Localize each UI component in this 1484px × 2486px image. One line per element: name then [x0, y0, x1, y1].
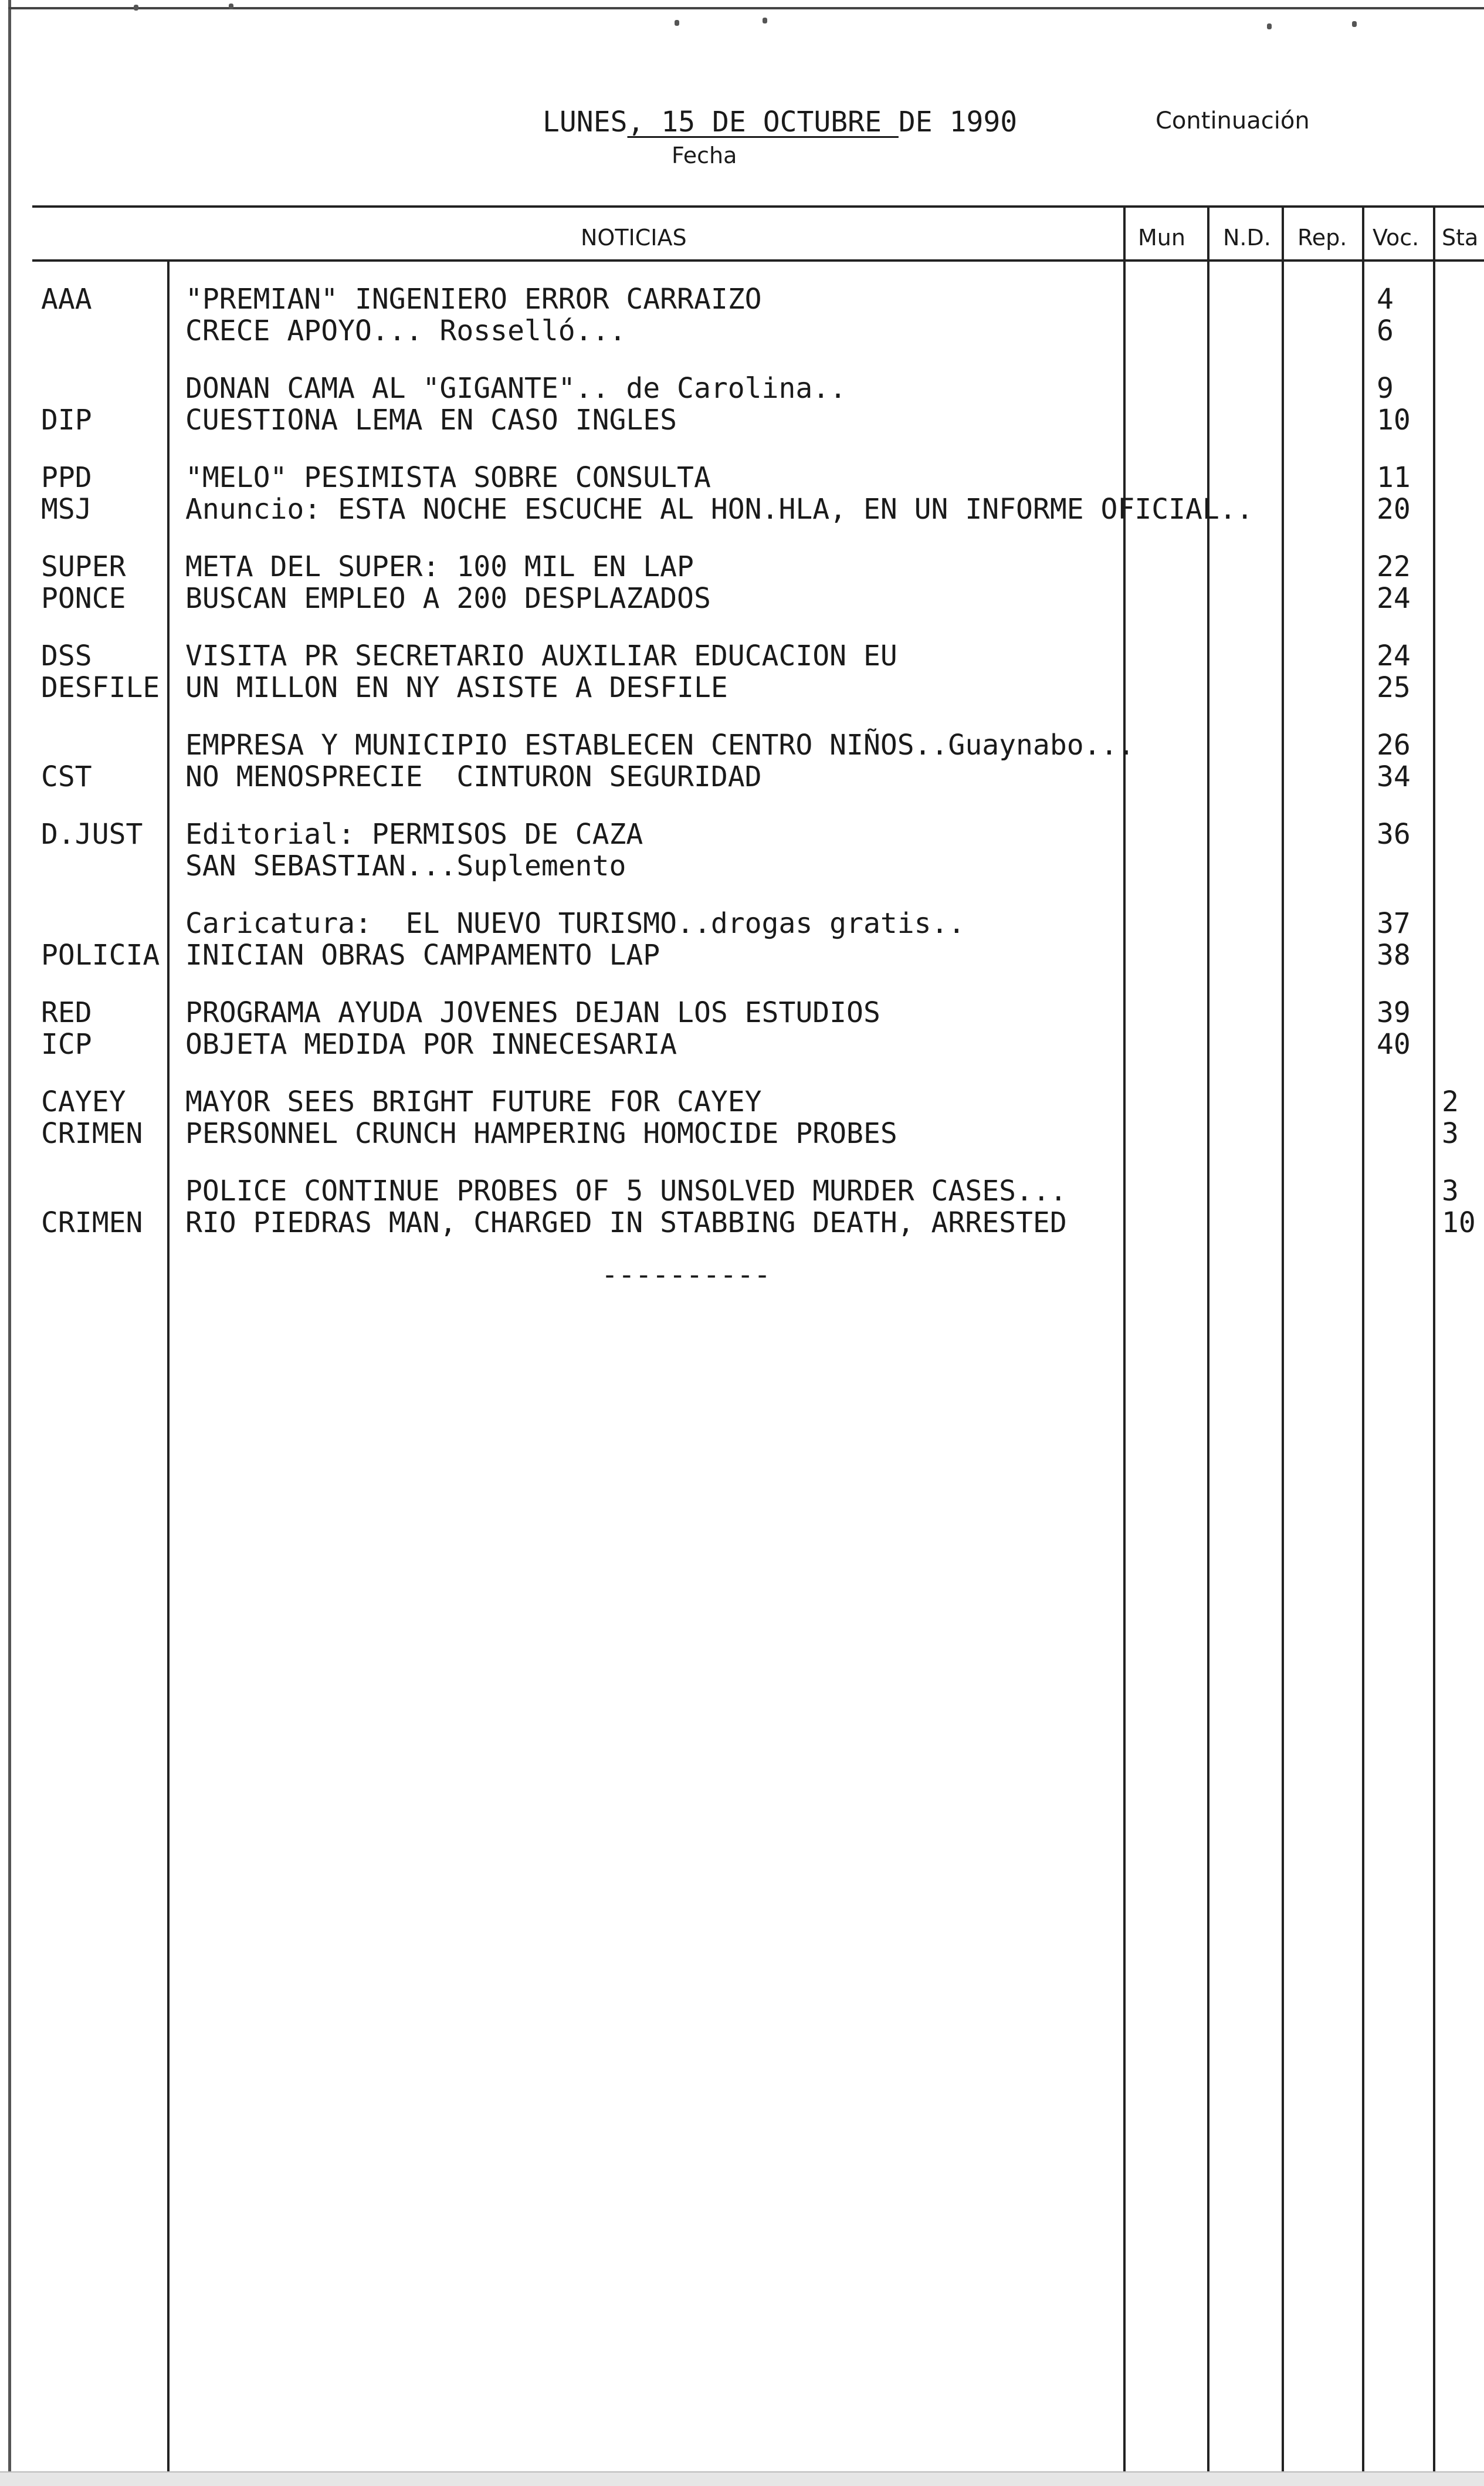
column-header-rep: Rep. — [1297, 225, 1347, 251]
code-column-divider — [167, 259, 170, 2471]
column-header-nd: N.D. — [1223, 225, 1271, 251]
row-code: SUPER — [41, 550, 126, 583]
row-code: POLICIA — [41, 939, 160, 972]
voc-page: 26 — [1377, 729, 1411, 762]
row-code: CST — [41, 760, 92, 793]
news-headline: NO MENOSPRECIE CINTURON SEGURIDAD — [185, 760, 762, 793]
news-headline: Caricatura: EL NUEVO TURISMO..drogas gratis.. — [185, 907, 965, 940]
row-code: DESFILE — [41, 671, 160, 704]
voc-page: 25 — [1377, 671, 1411, 704]
news-headline: INICIAN OBRAS CAMPAMENTO LAP — [185, 939, 660, 972]
noticias-column-divider — [1123, 205, 1126, 2471]
voc-page: 40 — [1377, 1028, 1411, 1061]
column-header-sta: Sta — [1442, 225, 1479, 251]
scan-speck — [229, 4, 233, 9]
news-headline: RIO PIEDRAS MAN, CHARGED IN STABBING DEATH, ARRESTED — [185, 1206, 1067, 1239]
voc-page: 10 — [1377, 404, 1411, 437]
news-headline: DONAN CAMA AL "GIGANTE".. de Carolina.. — [185, 372, 847, 405]
voc-page: 11 — [1377, 461, 1411, 494]
voc-page: 22 — [1377, 550, 1411, 583]
row-code: DIP — [41, 404, 92, 437]
sta-page: 10 — [1442, 1206, 1476, 1239]
date-year: DE 1990 — [898, 106, 1018, 138]
row-code: CRIMEN — [41, 1206, 143, 1239]
scan-speck — [1267, 23, 1272, 29]
date-heading — [543, 106, 1017, 138]
news-headline: UN MILLON EN NY ASISTE A DESFILE — [185, 671, 728, 704]
nd-column-divider — [1282, 205, 1284, 2471]
table-top-rule — [32, 205, 1484, 208]
news-headline: Anuncio: ESTA NOCHE ESCUCHE AL HON.HLA, EN UN INFORME OFICIAL.. — [185, 493, 1253, 526]
voc-page: 4 — [1377, 283, 1394, 316]
row-code: ICP — [41, 1028, 92, 1061]
row-code: DSS — [41, 640, 92, 672]
page-bottom-edge — [0, 2471, 1484, 2486]
page-left-edge — [8, 0, 11, 2485]
news-headline: BUSCAN EMPLEO A 200 DESPLAZADOS — [185, 582, 711, 615]
scan-speck — [1352, 21, 1357, 27]
news-headline: CRECE APOYO... Rosselló... — [185, 314, 626, 347]
table-header-rule — [32, 259, 1484, 262]
column-header-voc: Voc. — [1373, 225, 1419, 251]
voc-page: 24 — [1377, 640, 1411, 672]
row-code: AAA — [41, 283, 92, 316]
date-weekday: LUNES — [543, 106, 628, 138]
end-of-list-dashes: ---------- — [601, 1259, 771, 1291]
row-code: PONCE — [41, 582, 126, 615]
news-headline: MAYOR SEES BRIGHT FUTURE FOR CAYEY — [185, 1085, 762, 1118]
row-code: PPD — [41, 461, 92, 494]
row-code: D.JUST — [41, 818, 143, 851]
scan-speck — [763, 18, 767, 23]
voc-page: 36 — [1377, 818, 1411, 851]
news-headline: EMPRESA Y MUNICIPIO ESTABLECEN CENTRO NIÑOS..Guaynabo... — [185, 729, 1135, 762]
voc-page: 6 — [1377, 314, 1394, 347]
sta-page: 2 — [1442, 1085, 1459, 1118]
news-headline: META DEL SUPER: 100 MIL EN LAP — [185, 550, 694, 583]
row-code: CAYEY — [41, 1085, 126, 1118]
news-headline: Editorial: PERMISOS DE CAZA — [185, 818, 643, 851]
voc-page: 24 — [1377, 582, 1411, 615]
column-header-mun: Mun — [1138, 225, 1185, 251]
voc-page: 37 — [1377, 907, 1411, 940]
news-headline: POLICE CONTINUE PROBES OF 5 UNSOLVED MURDER CASES... — [185, 1175, 1067, 1208]
news-headline: VISITA PR SECRETARIO AUXILIAR EDUCACION EU — [185, 640, 897, 672]
voc-page: 38 — [1377, 939, 1411, 972]
voc-column-divider — [1433, 205, 1435, 2471]
row-code: MSJ — [41, 493, 92, 526]
sta-page: 3 — [1442, 1175, 1459, 1208]
date-day-month: , 15 DE OCTUBRE — [627, 106, 899, 138]
continuation-label: Continuación — [1156, 107, 1310, 134]
news-headline: PERSONNEL CRUNCH HAMPERING HOMOCIDE PROBES — [185, 1117, 897, 1150]
news-headline: CUESTIONA LEMA EN CASO INGLES — [185, 404, 677, 437]
news-headline: PROGRAMA AYUDA JOVENES DEJAN LOS ESTUDIOS — [185, 996, 880, 1029]
sta-page: 3 — [1442, 1117, 1459, 1150]
column-header-noticias: NOTICIAS — [581, 225, 687, 251]
rep-column-divider — [1362, 205, 1364, 2471]
mun-column-divider — [1207, 205, 1209, 2471]
fecha-label: Fecha — [672, 143, 737, 168]
voc-page: 20 — [1377, 493, 1411, 526]
news-headline: OBJETA MEDIDA POR INNECESARIA — [185, 1028, 677, 1061]
row-code: RED — [41, 996, 92, 1029]
news-headline: "PREMIAN" INGENIERO ERROR CARRAIZO — [185, 283, 762, 316]
row-code: CRIMEN — [41, 1117, 143, 1150]
voc-page: 34 — [1377, 760, 1411, 793]
scan-speck — [675, 20, 679, 26]
news-headline: SAN SEBASTIAN...Suplemento — [185, 850, 626, 882]
scan-speck — [134, 5, 138, 11]
news-headline: "MELO" PESIMISTA SOBRE CONSULTA — [185, 461, 711, 494]
voc-page: 39 — [1377, 996, 1411, 1029]
voc-page: 9 — [1377, 372, 1394, 405]
